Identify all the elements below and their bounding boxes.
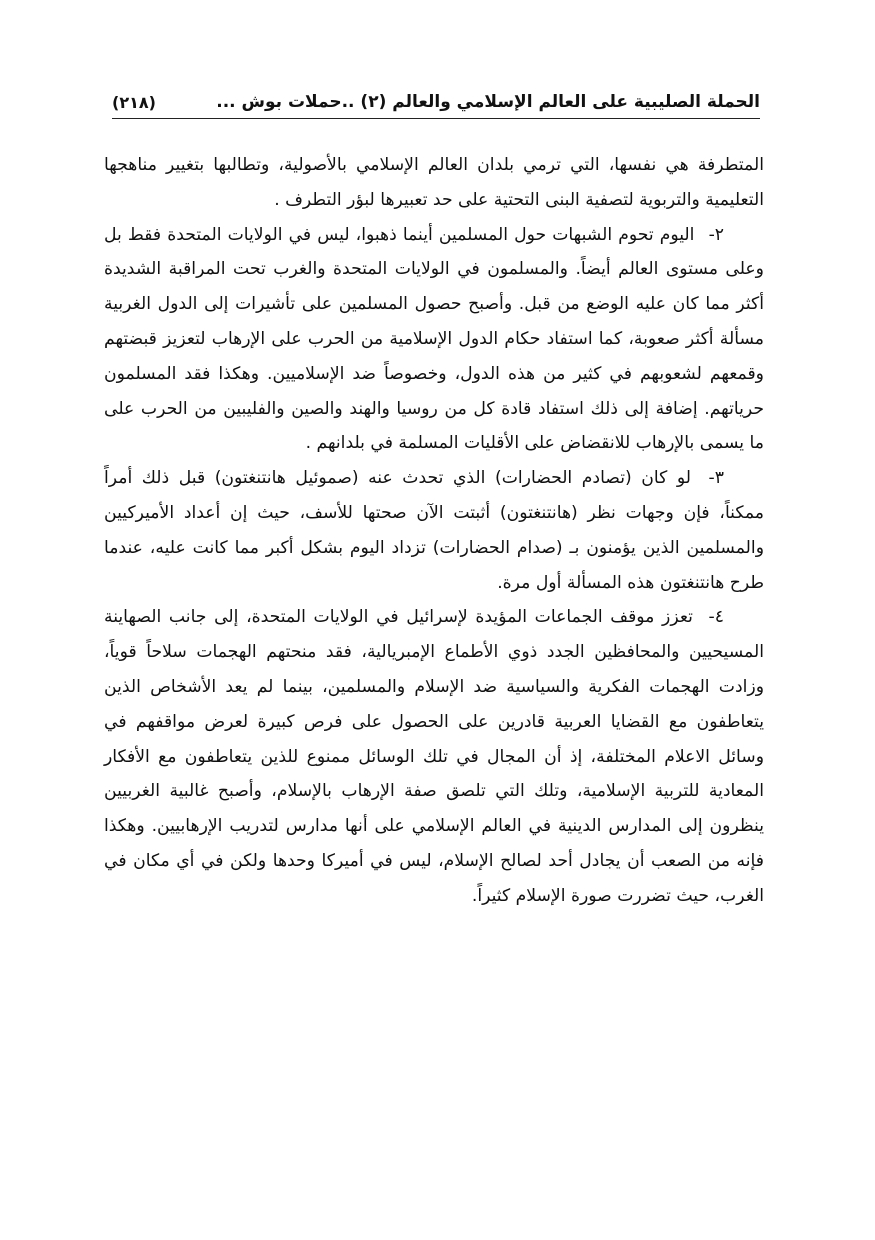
paragraph-4 (104, 600, 764, 913)
body-text (104, 148, 764, 914)
page-number: (٢١٨) (112, 92, 156, 112)
paragraph-text: المتطرفة هي نفسها، التي ترمي بلدان العالم الإسلامي بالأصولية، وتطالبها بتغيير مناهجها التعليمية والتربوية لتصفية البنى التحتية على حد تعبيرها لبؤر التطرف . (104, 155, 764, 210)
paragraph-1 (104, 148, 764, 218)
paragraph-number: ٢- (708, 224, 724, 245)
paragraph-text: لو كان (تصادم الحضارات) الذي تحدث عنه (صموئيل هانتنغتون) قبل ذلك أمراً ممكناً، فإن وجهات نظر (هانتنغتون) أثبتت الآن صحتها للأسف، حيث إن أعداد الأميركيين والمسلمين الذين يؤمنون بـ (صدام الحضارات) تزداد اليوم بشكل أكبر مما كانت عليه، عندما طرح هانتنغتون هذه المسألة أول مرة. (104, 468, 764, 593)
running-header (112, 86, 760, 119)
paragraph-number: ٤- (708, 607, 724, 628)
header-title: الحملة الصليبية على العالم الإسلامي والعالم (٢) ..حملات بوش ... (216, 92, 760, 112)
paragraph-3 (104, 461, 764, 600)
paragraph-text: اليوم تحوم الشبهات حول المسلمين أينما ذهبوا، ليس في الولايات المتحدة فقط بل وعلى مستوى العالم أيضاً. والمسلمون في الولايات المتحدة والغرب تحت المراقبة الشديدة أكثر مما كان عليه الوضع من قبل. وأصبح حصول المسلمين على تأشيرات إلى الدول الغربية مسألة أكثر صعوبة، كما استفاد حكام الدول الإسلامية من الحرب على الإرهاب لتعزيز قبضتهم وقمعهم لشعوبهم في كثير من هذه الدول، وخصوصاً ضد الإسلاميين. وهكذا فقد المسلمون حرياتهم. إضافة إلى ذلك استفاد قادة كل من روسيا والهند والصين والفليبين من الحرب على ما يسمى بالإرهاب للانقضاض على الأقليات المسلمة في بلدانهم . (104, 224, 764, 454)
paragraph-number: ٣- (708, 468, 724, 489)
paragraph-text: تعزز موقف الجماعات المؤيدة لإسرائيل في الولايات المتحدة، إلى جانب الصهاينة المسيحيين والمحافظين الجدد ذوي الأطماع الإمبريالية، فقد منحتهم الهجمات سلاحاً قوياً، وزادت الهجمات الفكرية والسياسية ضد الإسلام والمسلمين، بينما لم يعد الأشخاص الذين يتعاطفون مع القضايا العربية قادرين على الحصول على فرص كبيرة لعرض مواقفهم في وسائل الاعلام المختلفة، إذ أن المجال في تلك الوسائل ممنوع للذين يتعاطفون مع الأفكار المعادية للتربية الإسلامية، وتلك التي تلصق صفة الإرهاب بالإسلام، وأصبح غالبية الغربيين ينظرون إلى المدارس الدينية في العالم الإسلامي على أنها مدارس لتدريب الإرهابيين. وهكذا فإنه من الصعب أن يجادل أحد لصالح الإسلام، ليس في أميركا وحدها ولكن في أي مكان في الغرب، حيث تضررت صورة الإسلام كثيراً. (104, 607, 764, 906)
paragraph-2 (104, 218, 764, 462)
